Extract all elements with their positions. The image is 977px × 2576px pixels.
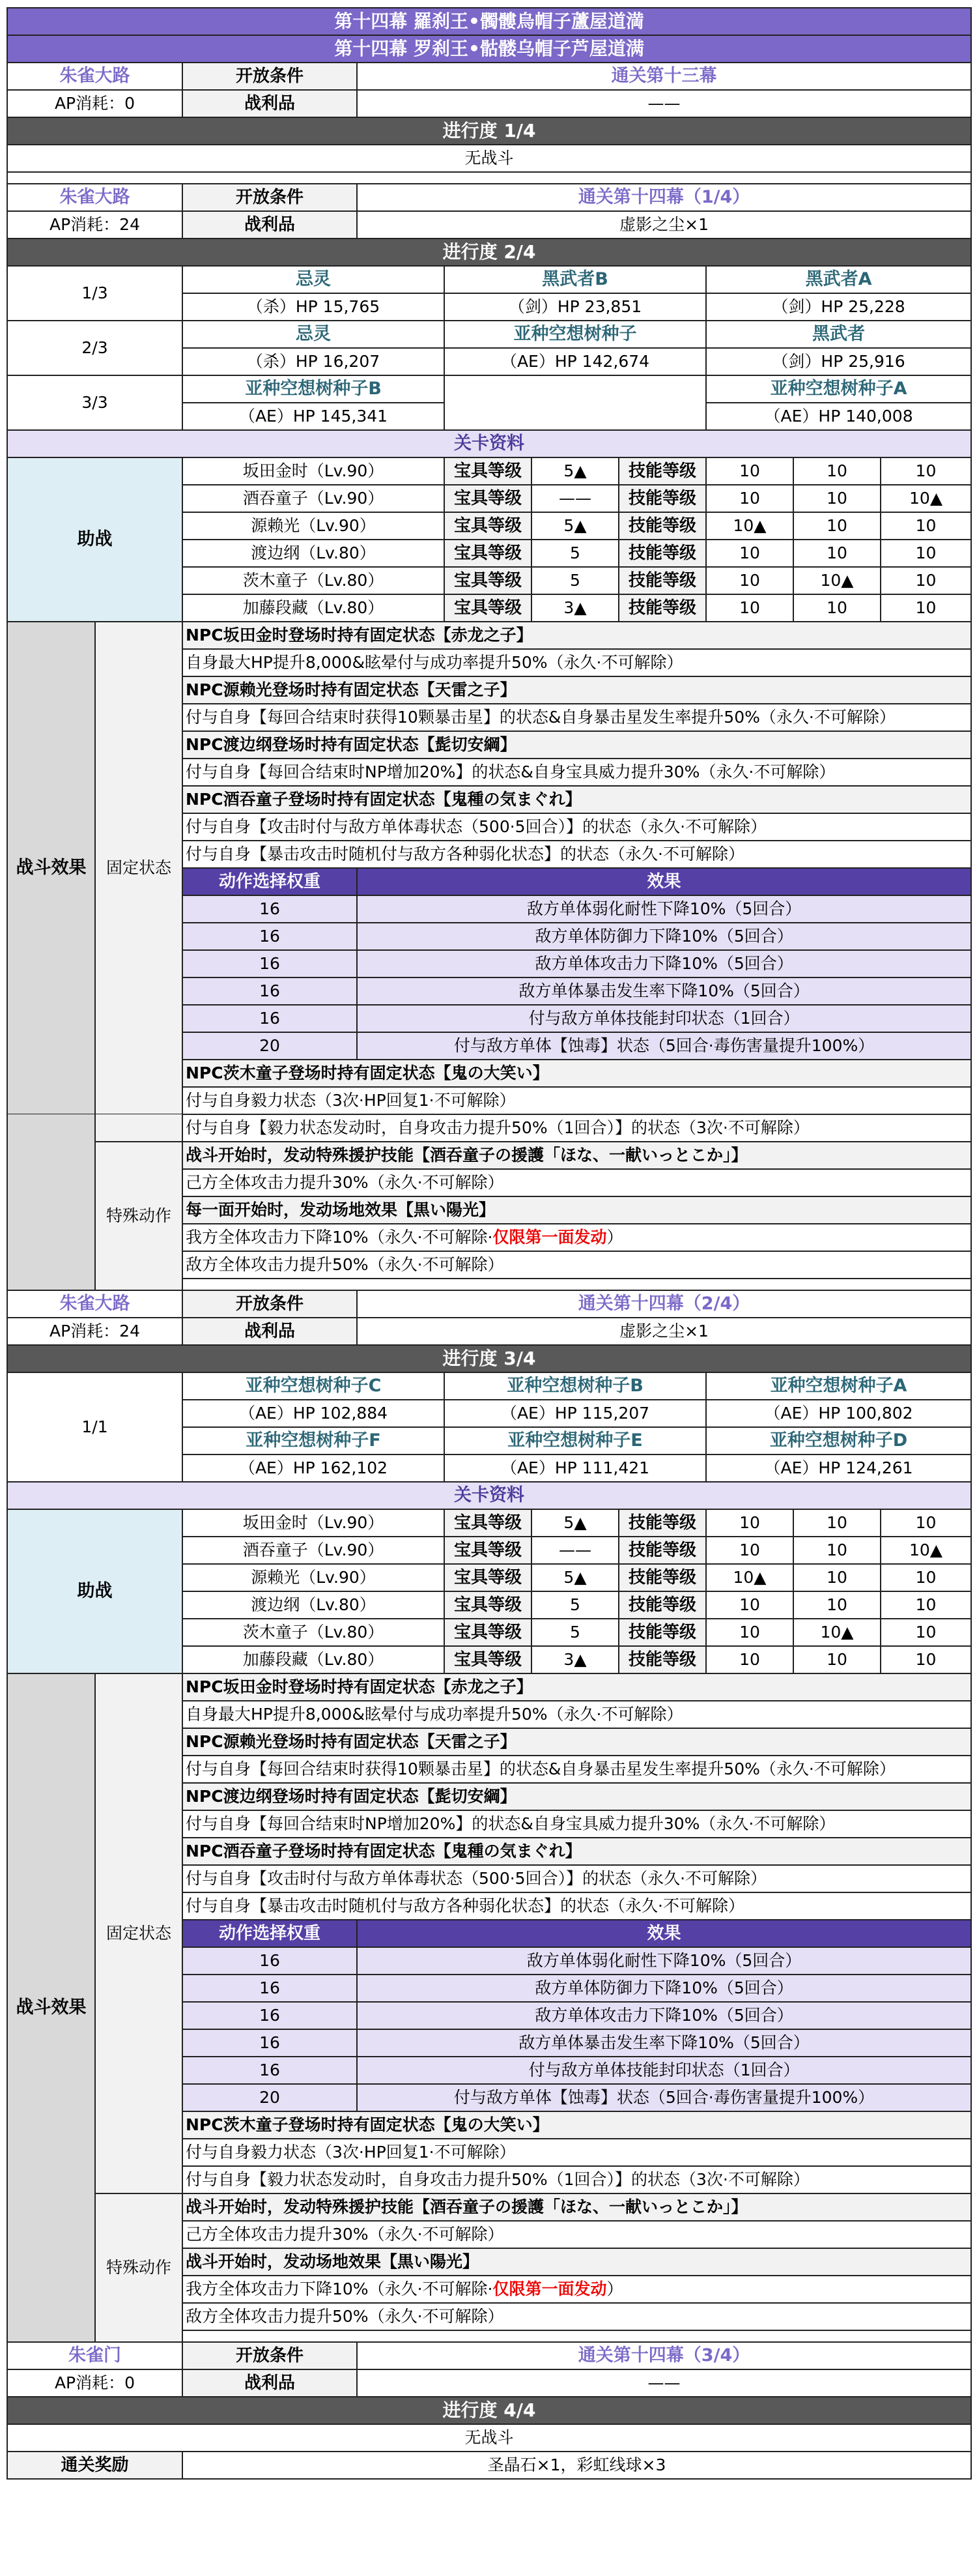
- skill1: 10: [706, 567, 793, 594]
- skill3: 10: [881, 1591, 971, 1619]
- progress-header: 进行度 4/4: [7, 2397, 971, 2424]
- enemy-hp: （AE）HP 145,341: [182, 403, 444, 430]
- support-servant: 源赖光（Lv.90）: [182, 512, 444, 540]
- state-heading: NPC坂田金时登场时持有固定状态【赤龙之子】: [182, 1673, 971, 1701]
- skill3: 10: [881, 1509, 971, 1537]
- node-location: 朱雀大路: [7, 63, 182, 90]
- special-detail: 己方全体攻击力提升30%（永久·不可解除）: [182, 1169, 971, 1196]
- detail-text: 我方全体攻击力下降10%（永久·不可解除·: [186, 2279, 493, 2299]
- ap-cost: AP消耗：0: [7, 90, 182, 117]
- support-servant: 酒吞童子（Lv.90）: [182, 1537, 444, 1564]
- fixed-state-label: 固定状态: [95, 622, 182, 1114]
- support-servant: 渡边纲（Lv.80）: [182, 540, 444, 567]
- support-servant: 加藤段藏（Lv.80）: [182, 594, 444, 622]
- skill3: 10: [881, 594, 971, 622]
- weight-value: 16: [182, 977, 357, 1005]
- loot-value: 虚影之尘×1: [357, 211, 971, 239]
- loot-label: 战利品: [182, 211, 357, 239]
- skill2: 10▲: [793, 567, 881, 594]
- support-servant: 茨木童子（Lv.80）: [182, 1619, 444, 1646]
- fixed-state-label-cont: [95, 1114, 182, 1142]
- enemy-hp: （AE）HP 111,421: [444, 1454, 706, 1482]
- special-heading: 战斗开始时，发动特殊援护技能【酒吞童子の援護「ほな、一献いっとこか」】: [182, 1142, 971, 1169]
- state-heading: NPC坂田金时登场时持有固定状态【赤龙之子】: [182, 622, 971, 649]
- ap-cost: AP消耗：0: [7, 2369, 182, 2397]
- skill3: 10: [881, 1564, 971, 1591]
- state-heading: NPC源赖光登场时持有固定状态【天雷之子】: [182, 1728, 971, 1756]
- open-condition-label: 开放条件: [182, 1290, 357, 1318]
- open-condition-value: 通关第十四幕（2/4）: [357, 1290, 971, 1318]
- fixed-state-label: 固定状态: [95, 1673, 182, 2193]
- loot-value: ——: [357, 90, 971, 117]
- wave-label: 1/3: [7, 266, 182, 321]
- weight-effect: 付与敌方单体技能封印状态（1回合）: [357, 1005, 971, 1032]
- np-level-label: 宝具等级: [444, 1537, 531, 1564]
- np-level-label: 宝具等级: [444, 540, 531, 567]
- quest-table-part2: [7, 1114, 972, 2480]
- state-detail: 付与自身【每回合结束时获得10颗暴击星】的状态&自身暴击星发生率提升50%（永久·不可解除）: [182, 1756, 971, 1783]
- state-detail: 付与自身【毅力状态发动时，自身攻击力提升50%（1回合）】的状态（3次·不可解除）: [182, 2166, 971, 2193]
- special-action-label: 特殊动作: [95, 1142, 182, 1290]
- np-level-label: 宝具等级: [444, 1564, 531, 1591]
- skill-level-label: 技能等级: [619, 1564, 706, 1591]
- state-detail: 付与自身【攻击时付与敌方单体毒状态（500·5回合）】的状态（永久·不可解除）: [182, 1865, 971, 1892]
- np-level-label: 宝具等级: [444, 485, 531, 512]
- state-detail: 付与自身【每回合结束时获得10颗暴击星】的状态&自身暴击星发生率提升50%（永久·不可解除）: [182, 704, 971, 731]
- np-level-label: 宝具等级: [444, 594, 531, 622]
- open-condition-label: 开放条件: [182, 184, 357, 211]
- title-cn: 第十四幕 罗刹王•骷髅乌帽子芦屋道满: [7, 35, 971, 63]
- node-location: 朱雀大路: [7, 1290, 182, 1318]
- weight-value: 20: [182, 1032, 357, 1060]
- weight-effect: 敌方单体防御力下降10%（5回合）: [357, 923, 971, 950]
- support-label: 助战: [7, 1509, 182, 1673]
- state-heading: NPC渡边纲登场时持有固定状态【髭切安綱】: [182, 731, 971, 759]
- open-condition-value: 通关第十三幕: [357, 63, 971, 90]
- skill1: 10: [706, 1619, 793, 1646]
- ap-cost: AP消耗：24: [7, 1318, 182, 1345]
- np-level-label: 宝具等级: [444, 1646, 531, 1673]
- enemy-name: 黑武者: [706, 321, 971, 348]
- weight-header: 动作选择权重: [182, 1920, 357, 1947]
- np-level: 5: [531, 540, 619, 567]
- np-level: 5▲: [531, 1564, 619, 1591]
- enemy-hp: （剑）HP 23,851: [444, 293, 706, 321]
- progress-header: 进行度 1/4: [7, 117, 971, 145]
- state-heading: NPC渡边纲登场时持有固定状态【髭切安綱】: [182, 1783, 971, 1810]
- stage-info-header: 关卡资料: [7, 430, 971, 457]
- skill-level-label: 技能等级: [619, 567, 706, 594]
- np-level-label: 宝具等级: [444, 1591, 531, 1619]
- loot-label: 战利品: [182, 1318, 357, 1345]
- enemy-name: 黑武者A: [706, 266, 971, 293]
- no-battle: 无战斗: [7, 145, 971, 172]
- skill2: 10: [793, 1509, 881, 1537]
- skill3: 10: [881, 512, 971, 540]
- battle-effect-label: 战斗效果: [7, 622, 95, 1114]
- skill2: 10: [793, 1537, 881, 1564]
- skill1: 10: [706, 485, 793, 512]
- weight-effect: 敌方单体弱化耐性下降10%（5回合）: [357, 1947, 971, 1975]
- np-level: ——: [531, 1537, 619, 1564]
- enemy-hp: （AE）HP 115,207: [444, 1400, 706, 1427]
- state-detail: 付与自身【每回合结束时NP增加20%】的状态&自身宝具威力提升30%（永久·不可解除）: [182, 1810, 971, 1838]
- special-heading: 战斗开始时，发动场地效果【黒い陽光】: [182, 2248, 971, 2276]
- clear-reward-label: 通关奖励: [7, 2452, 182, 2479]
- special-detail: 敌方全体攻击力提升50%（永久·不可解除）: [182, 2303, 971, 2330]
- skill2: 10: [793, 457, 881, 485]
- skill2: 10▲: [793, 1619, 881, 1646]
- np-level-label: 宝具等级: [444, 457, 531, 485]
- weight-value: 16: [182, 1947, 357, 1975]
- support-servant: 坂田金时（Lv.90）: [182, 1509, 444, 1537]
- stage-info-header: 关卡资料: [7, 1482, 971, 1509]
- np-level: 3▲: [531, 594, 619, 622]
- state-detail: 自身最大HP提升8,000&眩晕付与成功率提升50%（永久·不可解除）: [182, 649, 971, 676]
- state-heading: NPC茨木童子登场时持有固定状态【鬼の大笑い】: [182, 2111, 971, 2139]
- skill-level-label: 技能等级: [619, 540, 706, 567]
- loot-value: ——: [357, 2369, 971, 2397]
- enemy-hp: （AE）HP 140,008: [706, 403, 971, 430]
- skill3: 10: [881, 540, 971, 567]
- highlight-text: 仅限第一面发动: [492, 2279, 607, 2299]
- np-level: 3▲: [531, 1646, 619, 1673]
- enemy-name: 亚种空想树种子F: [182, 1427, 444, 1454]
- highlight-text: 仅限第一面发动: [492, 1228, 607, 1247]
- enemy-name: 亚种空想树种子: [444, 321, 706, 348]
- skill1: 10▲: [706, 512, 793, 540]
- weight-effect: 敌方单体暴击发生率下降10%（5回合）: [357, 977, 971, 1005]
- state-detail: 付与自身【暴击攻击时随机付与敌方各种弱化状态】的状态（永久·不可解除）: [182, 1892, 971, 1920]
- support-servant: 坂田金时（Lv.90）: [182, 457, 444, 485]
- skill2: 10: [793, 594, 881, 622]
- no-battle: 无战斗: [7, 2424, 971, 2452]
- weight-value: 16: [182, 923, 357, 950]
- skill1: 10: [706, 1646, 793, 1673]
- effect-header: 效果: [357, 1920, 971, 1947]
- skill-level-label: 技能等级: [619, 1619, 706, 1646]
- enemy-name: 亚种空想树种子E: [444, 1427, 706, 1454]
- skill3: 10: [881, 457, 971, 485]
- weight-effect: 付与敌方单体【蚀毒】状态（5回合·毒伤害量提升100%）: [357, 2084, 971, 2111]
- enemy-name: 忌灵: [182, 321, 444, 348]
- state-detail: 付与自身毅力状态（3次·HP回复1·不可解除）: [182, 2139, 971, 2166]
- open-condition-value: 通关第十四幕（3/4）: [357, 2342, 971, 2369]
- skill2: 10: [793, 512, 881, 540]
- state-detail: 付与自身毅力状态（3次·HP回复1·不可解除）: [182, 1087, 971, 1114]
- effect-header: 效果: [357, 868, 971, 895]
- enemy-hp: （杀）HP 16,207: [182, 348, 444, 375]
- loot-label: 战利品: [182, 2369, 357, 2397]
- node-location: 朱雀大路: [7, 184, 182, 211]
- skill3: 10: [881, 1646, 971, 1673]
- skill1: 10: [706, 594, 793, 622]
- special-heading: 每一面开始时，发动场地效果【黒い陽光】: [182, 1196, 971, 1224]
- skill2: 10: [793, 1646, 881, 1673]
- wave-label: 3/3: [7, 375, 182, 430]
- detail-text: ）: [606, 2279, 623, 2299]
- enemy-name: 亚种空想树种子C: [182, 1372, 444, 1400]
- wave-label: 1/1: [7, 1372, 182, 1482]
- skill-level-label: 技能等级: [619, 485, 706, 512]
- enemy-hp: （剑）HP 25,916: [706, 348, 971, 375]
- battle-effect-label-cont: [7, 1114, 95, 1290]
- np-level: 5▲: [531, 512, 619, 540]
- np-level: 5: [531, 1619, 619, 1646]
- enemy-name: 亚种空想树种子A: [706, 375, 971, 403]
- support-servant: 加藤段藏（Lv.80）: [182, 1646, 444, 1673]
- state-detail: 付与自身【每回合结束时NP增加20%】的状态&自身宝具威力提升30%（永久·不可解除）: [182, 759, 971, 786]
- np-level: ——: [531, 485, 619, 512]
- enemy-name: 亚种空想树种子A: [706, 1372, 971, 1400]
- weight-value: 16: [182, 950, 357, 977]
- clear-reward-value: 圣晶石×1，彩虹线球×3: [182, 2452, 971, 2479]
- support-label: 助战: [7, 457, 182, 622]
- skill3: 10▲: [881, 1537, 971, 1564]
- weight-value: 16: [182, 2029, 357, 2057]
- support-servant: 源赖光（Lv.90）: [182, 1564, 444, 1591]
- support-servant: 酒吞童子（Lv.90）: [182, 485, 444, 512]
- special-action-label: 特殊动作: [95, 2193, 182, 2342]
- np-level: 5: [531, 567, 619, 594]
- loot-label: 战利品: [182, 90, 357, 117]
- spacer: [7, 172, 971, 184]
- weight-effect: 付与敌方单体【蚀毒】状态（5回合·毒伤害量提升100%）: [357, 1032, 971, 1060]
- progress-header: 进行度 2/4: [7, 239, 971, 266]
- enemy-empty-slot: [444, 375, 706, 430]
- skill2: 10: [793, 1564, 881, 1591]
- node-location: 朱雀门: [7, 2342, 182, 2369]
- state-detail: 付与自身【毅力状态发动时，自身攻击力提升50%（1回合）】的状态（3次·不可解除）: [182, 1114, 971, 1142]
- special-detail: 敌方全体攻击力提升50%（永久·不可解除）: [182, 1251, 971, 1279]
- skill-level-label: 技能等级: [619, 594, 706, 622]
- skill-level-label: 技能等级: [619, 457, 706, 485]
- support-servant: 渡边纲（Lv.80）: [182, 1591, 444, 1619]
- weight-effect: 敌方单体弱化耐性下降10%（5回合）: [357, 895, 971, 923]
- progress-header: 进行度 3/4: [7, 1345, 971, 1372]
- title-jp: 第十四幕 羅刹王•髑髏烏帽子蘆屋道満: [7, 8, 971, 35]
- skill-level-label: 技能等级: [619, 1509, 706, 1537]
- skill3: 10: [881, 567, 971, 594]
- np-level: 5: [531, 1591, 619, 1619]
- open-condition-label: 开放条件: [182, 2342, 357, 2369]
- np-level-label: 宝具等级: [444, 512, 531, 540]
- state-detail: 付与自身【暴击攻击时随机付与敌方各种弱化状态】的状态（永久·不可解除）: [182, 841, 971, 868]
- spacer: [182, 1279, 971, 1290]
- state-heading: NPC茨木童子登场时持有固定状态【鬼の大笑い】: [182, 1060, 971, 1087]
- weight-value: 20: [182, 2084, 357, 2111]
- enemy-name: 亚种空想树种子D: [706, 1427, 971, 1454]
- skill-level-label: 技能等级: [619, 1591, 706, 1619]
- detail-text: 我方全体攻击力下降10%（永久·不可解除·: [186, 1228, 493, 1247]
- special-heading: 战斗开始时，发动特殊援护技能【酒吞童子の援護「ほな、一献いっとこか」】: [182, 2193, 971, 2221]
- spacer: [182, 2330, 971, 2342]
- np-level: 5▲: [531, 1509, 619, 1537]
- np-level: 5▲: [531, 457, 619, 485]
- state-heading: NPC源赖光登场时持有固定状态【天雷之子】: [182, 676, 971, 704]
- skill1: 10: [706, 540, 793, 567]
- skill-level-label: 技能等级: [619, 1646, 706, 1673]
- enemy-hp: （AE）HP 100,802: [706, 1400, 971, 1427]
- enemy-hp: （AE）HP 162,102: [182, 1454, 444, 1482]
- weight-effect: 敌方单体攻击力下降10%（5回合）: [357, 2002, 971, 2029]
- weight-value: 16: [182, 1005, 357, 1032]
- np-level-label: 宝具等级: [444, 1509, 531, 1537]
- state-heading: NPC酒吞童子登场时持有固定状态【鬼種の気まぐれ】: [182, 1838, 971, 1865]
- np-level-label: 宝具等级: [444, 567, 531, 594]
- skill3: 10▲: [881, 485, 971, 512]
- open-condition-label: 开放条件: [182, 63, 357, 90]
- skill2: 10: [793, 540, 881, 567]
- skill1: 10: [706, 1509, 793, 1537]
- weight-value: 16: [182, 2002, 357, 2029]
- skill1: 10▲: [706, 1564, 793, 1591]
- state-heading: NPC酒吞童子登场时持有固定状态【鬼種の気まぐれ】: [182, 786, 971, 813]
- weight-value: 16: [182, 895, 357, 923]
- detail-text: ）: [606, 1228, 623, 1247]
- weight-value: 16: [182, 1975, 357, 2002]
- state-detail: 自身最大HP提升8,000&眩晕付与成功率提升50%（永久·不可解除）: [182, 1701, 971, 1728]
- weight-value: 16: [182, 2057, 357, 2084]
- wave-label: 2/3: [7, 321, 182, 375]
- enemy-name: 亚种空想树种子B: [182, 375, 444, 403]
- weight-effect: 敌方单体暴击发生率下降10%（5回合）: [357, 2029, 971, 2057]
- enemy-name: 忌灵: [182, 266, 444, 293]
- special-detail: [182, 1224, 971, 1251]
- open-condition-value: 通关第十四幕（1/4）: [357, 184, 971, 211]
- enemy-hp: （AE）HP 124,261: [706, 1454, 971, 1482]
- np-level-label: 宝具等级: [444, 1619, 531, 1646]
- skill2: 10: [793, 1591, 881, 1619]
- state-detail: 付与自身【攻击时付与敌方单体毒状态（500·5回合）】的状态（永久·不可解除）: [182, 813, 971, 841]
- quest-table: [7, 7, 972, 1115]
- skill2: 10: [793, 485, 881, 512]
- weight-effect: 付与敌方单体技能封印状态（1回合）: [357, 2057, 971, 2084]
- ap-cost: AP消耗：24: [7, 211, 182, 239]
- enemy-hp: （剑）HP 25,228: [706, 293, 971, 321]
- enemy-hp: （AE）HP 102,884: [182, 1400, 444, 1427]
- weight-effect: 敌方单体防御力下降10%（5回合）: [357, 1975, 971, 2002]
- skill1: 10: [706, 1591, 793, 1619]
- support-servant: 茨木童子（Lv.80）: [182, 567, 444, 594]
- loot-value: 虚影之尘×1: [357, 1318, 971, 1345]
- enemy-hp: （AE）HP 142,674: [444, 348, 706, 375]
- weight-effect: 敌方单体攻击力下降10%（5回合）: [357, 950, 971, 977]
- weight-header: 动作选择权重: [182, 868, 357, 895]
- skill-level-label: 技能等级: [619, 1537, 706, 1564]
- skill1: 10: [706, 457, 793, 485]
- special-detail: 己方全体攻击力提升30%（永久·不可解除）: [182, 2221, 971, 2248]
- special-detail: [182, 2276, 971, 2303]
- skill3: 10: [881, 1619, 971, 1646]
- battle-effect-label: 战斗效果: [7, 1673, 95, 2342]
- enemy-hp: （杀）HP 15,765: [182, 293, 444, 321]
- skill1: 10: [706, 1537, 793, 1564]
- skill-level-label: 技能等级: [619, 512, 706, 540]
- enemy-name: 亚种空想树种子B: [444, 1372, 706, 1400]
- enemy-name: 黑武者B: [444, 266, 706, 293]
